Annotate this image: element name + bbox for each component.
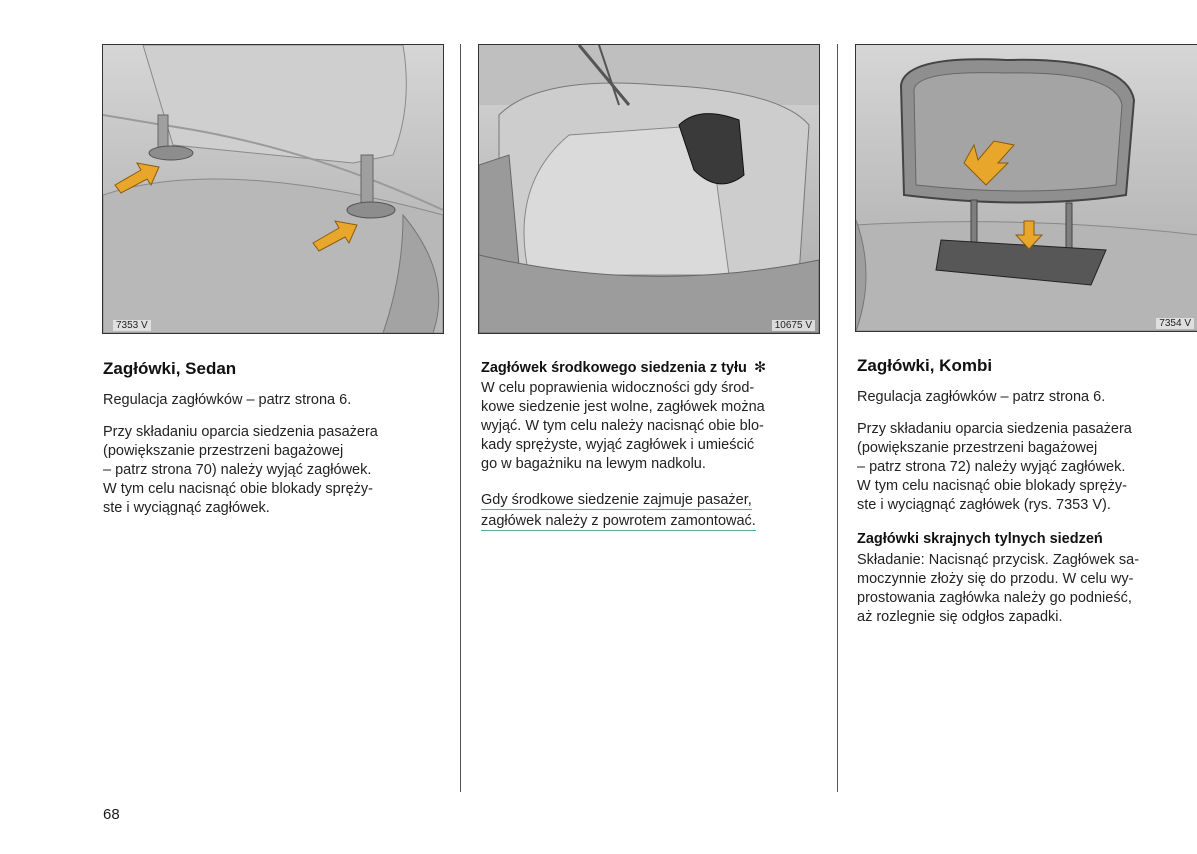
text-line: ste i wyciągnąć zagłówek (rys. 7353 V). <box>857 497 1111 513</box>
text-line: Gdy środkowe siedzenie zajmuje pasażer, <box>481 492 752 508</box>
paragraph-adjustment-sedan <box>103 391 351 410</box>
column-divider-right <box>837 44 838 792</box>
heading-text: Zagłówek środkowego siedzenia z tyłu <box>481 360 747 376</box>
text-line: Regulacja zagłówków – patrz strona 6. <box>857 389 1106 405</box>
text-line: kowe siedzenie jest wolne, zagłówek można <box>481 399 765 415</box>
text-line: W celu poprawienia widoczności gdy środ- <box>481 380 755 396</box>
text-line: W tym celu nacisnąć obie blokady sprężу- <box>857 478 1127 494</box>
text-line: (powiększanie przestrzeni bagażowej <box>857 440 1098 456</box>
paragraph-outer-headrests <box>857 551 1139 627</box>
text-line: W tym celu nacisnąć obie blokady sprężу- <box>103 481 373 497</box>
text-line: Składanie: Nacisnąć przycisk. Zagłówek sa- <box>857 552 1140 568</box>
text-line: ste i wyciągnąć zagłówek. <box>103 500 270 516</box>
figure-code: 7354 V <box>1156 318 1194 329</box>
text-line: Regulacja zagłówków – patrz strona 6. <box>103 392 352 408</box>
figure-headrest-kombi <box>855 44 1197 332</box>
text-line: Przy składaniu oparcia siedzenia pasażera <box>857 421 1132 437</box>
page-number: 68 <box>103 806 120 823</box>
text-line: (powiększanie przestrzeni bagażowej <box>103 443 344 459</box>
figure-code: 7353 V <box>113 320 151 331</box>
figure-code: 10675 V <box>772 320 815 331</box>
text-line: moczynnie złoży się do przodu. W celu wy- <box>857 571 1134 587</box>
text-line: zagłówek należy z powrotem zamontować. <box>481 513 756 529</box>
text-line: prostowania zagłówka należy go podnieść, <box>857 590 1132 606</box>
text-line: kady sprężyste, wyjąć zagłówek i umieścić <box>481 437 755 453</box>
paragraph-removal-kombi <box>857 420 1132 515</box>
headrest-sedan-illustration <box>103 45 443 333</box>
text-line: Przy składaniu oparcia siedzenia pasażera <box>103 424 378 440</box>
headrest-kombi-illustration <box>856 45 1197 331</box>
figure-trunk-headrest <box>478 44 820 334</box>
paragraph-middle-headrest <box>481 379 765 474</box>
asterisk-icon: ✻ <box>753 360 767 376</box>
paragraph-adjustment-kombi <box>857 388 1105 407</box>
note-passenger <box>481 491 756 533</box>
section-heading-outer-headrests: Zagłówki skrajnych tylnych siedzeń <box>857 531 1103 547</box>
section-heading-kombi: Zagłówki, Kombi <box>857 356 993 375</box>
paragraph-removal-sedan <box>103 423 378 518</box>
section-heading-sedan: Zagłówki, Sedan <box>103 359 237 378</box>
text-line: – patrz strona 72) należy wyjąć zagłówek. <box>857 459 1126 475</box>
text-line: go w bagażniku na lewym nadkolu. <box>481 456 706 472</box>
text-line: aż rozlegnie się odgłos zapadki. <box>857 609 1063 625</box>
text-line: wyjąć. W tym celu należy nacisnąć obie blo- <box>481 418 764 434</box>
trunk-illustration <box>479 45 819 333</box>
section-heading-middle-headrest <box>481 360 766 376</box>
text-line: – patrz strona 70) należy wyjąć zagłówek. <box>103 462 372 478</box>
figure-headrest-sedan <box>102 44 444 334</box>
column-divider-left <box>460 44 461 792</box>
